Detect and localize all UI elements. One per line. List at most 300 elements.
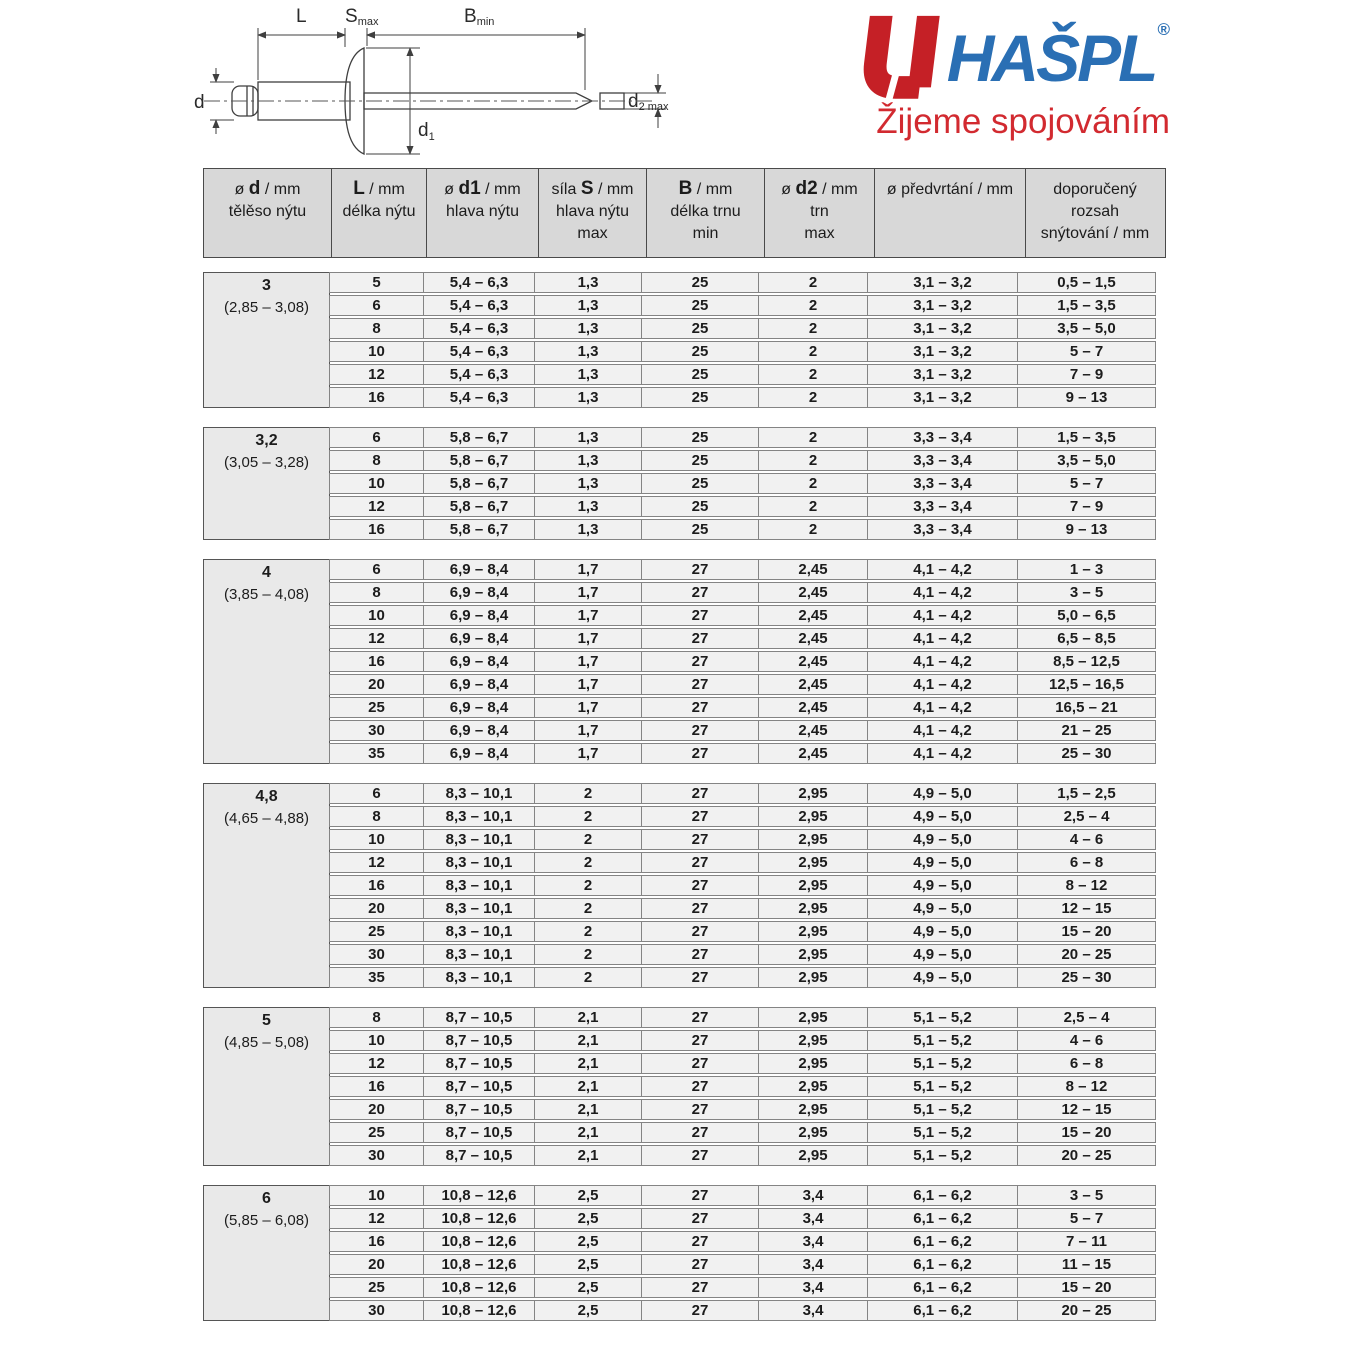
table-cell: 27 bbox=[641, 743, 759, 764]
table-cell: 2 bbox=[534, 944, 642, 965]
table-cell: 1,7 bbox=[534, 674, 642, 695]
table-cell: 27 bbox=[641, 605, 759, 626]
table-row bbox=[329, 519, 1166, 540]
table-cell: 25 bbox=[329, 1122, 424, 1143]
group-size-range: (3,05 – 3,28) bbox=[223, 454, 310, 471]
table-cell: 2,95 bbox=[758, 1053, 868, 1074]
table-cell: 10,8 – 12,6 bbox=[423, 1208, 535, 1229]
table-cell: 27 bbox=[641, 921, 759, 942]
dim-d2-label: d2 max bbox=[628, 91, 669, 113]
table-cell: 8,7 – 10,5 bbox=[423, 1007, 535, 1028]
table-row bbox=[329, 387, 1166, 408]
table-cell: 30 bbox=[329, 1300, 424, 1321]
table-cell: 4,1 – 4,2 bbox=[867, 674, 1018, 695]
table-cell: 4,1 – 4,2 bbox=[867, 628, 1018, 649]
table-cell: 8 bbox=[329, 806, 424, 827]
table-row bbox=[329, 1076, 1166, 1097]
table-cell: 2,45 bbox=[758, 582, 868, 603]
table-cell: 7 – 11 bbox=[1017, 1231, 1156, 1252]
table-row bbox=[329, 783, 1166, 804]
group-size-range: (3,85 – 4,08) bbox=[223, 586, 310, 603]
table-cell: 5,1 – 5,2 bbox=[867, 1007, 1018, 1028]
table-cell: 27 bbox=[641, 1007, 759, 1028]
table-cell: 3,4 bbox=[758, 1231, 868, 1252]
table-cell: 12 bbox=[329, 1208, 424, 1229]
table-cell: 11 – 15 bbox=[1017, 1254, 1156, 1275]
group-size: 4 bbox=[262, 564, 271, 581]
table-cell: 27 bbox=[641, 582, 759, 603]
table-cell: 3,1 – 3,2 bbox=[867, 318, 1018, 339]
table-cell: 1,5 – 2,5 bbox=[1017, 783, 1156, 804]
dim-L-label: L bbox=[296, 6, 307, 27]
table-cell: 5,8 – 6,7 bbox=[423, 450, 535, 471]
table-cell: 8,3 – 10,1 bbox=[423, 806, 535, 827]
table-cell: 2 bbox=[758, 318, 868, 339]
table-cell: 2 bbox=[534, 829, 642, 850]
table-cell: 30 bbox=[329, 720, 424, 741]
table-cell: 25 bbox=[329, 1277, 424, 1298]
table-cell: 4,9 – 5,0 bbox=[867, 967, 1018, 988]
logo-mark-icon bbox=[845, 12, 941, 100]
size-group bbox=[203, 1185, 1166, 1321]
table-cell: 3,3 – 3,4 bbox=[867, 496, 1018, 517]
table-row bbox=[329, 1300, 1166, 1321]
header-grip-range: doporučený rozsah snýtování / mm bbox=[1025, 169, 1164, 257]
table-cell: 4,1 – 4,2 bbox=[867, 605, 1018, 626]
table-cell: 10 bbox=[329, 1030, 424, 1051]
table-cell: 10 bbox=[329, 605, 424, 626]
table-cell: 12 bbox=[329, 496, 424, 517]
table-cell: 2 bbox=[758, 519, 868, 540]
table-cell: 3,1 – 3,2 bbox=[867, 341, 1018, 362]
table-cell: 2 bbox=[534, 898, 642, 919]
table-cell: 6 bbox=[329, 295, 424, 316]
table-cell: 8,3 – 10,1 bbox=[423, 875, 535, 896]
table-cell: 3 – 5 bbox=[1017, 1185, 1156, 1206]
table-row bbox=[329, 605, 1166, 626]
table-row bbox=[329, 1007, 1166, 1028]
table-cell: 2 bbox=[758, 473, 868, 494]
table-cell: 10,8 – 12,6 bbox=[423, 1254, 535, 1275]
table-cell: 12 bbox=[329, 1053, 424, 1074]
table-cell: 20 – 25 bbox=[1017, 1300, 1156, 1321]
table-cell: 2,45 bbox=[758, 720, 868, 741]
table-cell: 25 bbox=[641, 364, 759, 385]
table-cell: 8 – 12 bbox=[1017, 875, 1156, 896]
table-row bbox=[329, 829, 1166, 850]
table-cell: 27 bbox=[641, 1030, 759, 1051]
size-group bbox=[203, 427, 1166, 540]
table-cell: 8 bbox=[329, 450, 424, 471]
table-cell: 27 bbox=[641, 697, 759, 718]
table-cell: 6 bbox=[329, 783, 424, 804]
table-row bbox=[329, 1053, 1166, 1074]
table-cell: 25 – 30 bbox=[1017, 967, 1156, 988]
table-cell: 27 bbox=[641, 875, 759, 896]
table-cell: 25 bbox=[641, 295, 759, 316]
size-group bbox=[203, 783, 1166, 988]
header-head-thickness: síla S / mm hlava nýtu max bbox=[538, 169, 646, 257]
table-row bbox=[329, 559, 1166, 580]
table-cell: 16 bbox=[329, 387, 424, 408]
table-cell: 5 – 7 bbox=[1017, 473, 1156, 494]
table-cell: 10,8 – 12,6 bbox=[423, 1185, 535, 1206]
table-cell: 3,3 – 3,4 bbox=[867, 519, 1018, 540]
header-mandrel-diameter: ø d2 / mm trn max bbox=[764, 169, 874, 257]
table-cell: 4,1 – 4,2 bbox=[867, 582, 1018, 603]
table-cell: 27 bbox=[641, 852, 759, 873]
table-row bbox=[329, 1208, 1166, 1229]
table-cell: 5,1 – 5,2 bbox=[867, 1122, 1018, 1143]
table-cell: 1,3 bbox=[534, 341, 642, 362]
table-cell: 27 bbox=[641, 674, 759, 695]
table-cell: 2,95 bbox=[758, 1099, 868, 1120]
table-cell: 5,1 – 5,2 bbox=[867, 1145, 1018, 1166]
table-cell: 5,4 – 6,3 bbox=[423, 341, 535, 362]
table-cell: 3,4 bbox=[758, 1277, 868, 1298]
table-cell: 6,9 – 8,4 bbox=[423, 605, 535, 626]
table-cell: 2 bbox=[758, 387, 868, 408]
table-cell: 2,95 bbox=[758, 1030, 868, 1051]
table-cell: 6 – 8 bbox=[1017, 1053, 1156, 1074]
table-cell: 2,95 bbox=[758, 852, 868, 873]
table-row bbox=[329, 272, 1166, 293]
table-row bbox=[329, 427, 1166, 448]
table-cell: 6,9 – 8,4 bbox=[423, 559, 535, 580]
table-cell: 1,3 bbox=[534, 272, 642, 293]
table-row bbox=[329, 806, 1166, 827]
table-cell: 5,8 – 6,7 bbox=[423, 519, 535, 540]
table-cell: 8 bbox=[329, 318, 424, 339]
group-size: 6 bbox=[262, 1190, 271, 1207]
table-cell: 20 bbox=[329, 674, 424, 695]
group-size: 4,8 bbox=[255, 788, 278, 805]
table-cell: 9 – 13 bbox=[1017, 387, 1156, 408]
table-row bbox=[329, 720, 1166, 741]
table-cell: 2,95 bbox=[758, 783, 868, 804]
table-cell: 27 bbox=[641, 1277, 759, 1298]
table-row bbox=[329, 496, 1166, 517]
table-cell: 5,4 – 6,3 bbox=[423, 272, 535, 293]
table-cell: 27 bbox=[641, 829, 759, 850]
table-row bbox=[329, 944, 1166, 965]
table-cell: 1,7 bbox=[534, 720, 642, 741]
table-cell: 6,9 – 8,4 bbox=[423, 697, 535, 718]
table-cell: 4 – 6 bbox=[1017, 1030, 1156, 1051]
table-cell: 1,7 bbox=[534, 651, 642, 672]
table-cell: 2,5 bbox=[534, 1231, 642, 1252]
table-cell: 35 bbox=[329, 967, 424, 988]
table-cell: 30 bbox=[329, 1145, 424, 1166]
table-cell: 5,1 – 5,2 bbox=[867, 1053, 1018, 1074]
dim-d-label: d bbox=[194, 92, 205, 113]
table-cell: 10,8 – 12,6 bbox=[423, 1231, 535, 1252]
table-row bbox=[329, 852, 1166, 873]
table-cell: 2 bbox=[534, 806, 642, 827]
table-cell: 27 bbox=[641, 559, 759, 580]
table-cell: 6,1 – 6,2 bbox=[867, 1300, 1018, 1321]
group-size-range: (2,85 – 3,08) bbox=[223, 299, 310, 316]
table-cell: 3,1 – 3,2 bbox=[867, 364, 1018, 385]
table-cell: 27 bbox=[641, 1231, 759, 1252]
table-row bbox=[329, 582, 1166, 603]
table-cell: 27 bbox=[641, 1099, 759, 1120]
table-cell: 2,5 bbox=[534, 1208, 642, 1229]
table-cell: 27 bbox=[641, 1053, 759, 1074]
table-cell: 2,5 bbox=[534, 1254, 642, 1275]
table-cell: 2,95 bbox=[758, 1076, 868, 1097]
table-cell: 16 bbox=[329, 651, 424, 672]
table-cell: 2 bbox=[758, 450, 868, 471]
table-row bbox=[329, 921, 1166, 942]
table-body bbox=[203, 272, 1166, 1321]
table-cell: 27 bbox=[641, 651, 759, 672]
table-cell: 2,1 bbox=[534, 1076, 642, 1097]
group-label bbox=[203, 783, 330, 988]
table-cell: 2,95 bbox=[758, 829, 868, 850]
header-length: L / mm délka nýtu bbox=[331, 169, 426, 257]
table-cell: 20 bbox=[329, 1099, 424, 1120]
table-cell: 27 bbox=[641, 1254, 759, 1275]
table-cell: 2 bbox=[534, 783, 642, 804]
table-cell: 2,5 – 4 bbox=[1017, 1007, 1156, 1028]
table-cell: 6,1 – 6,2 bbox=[867, 1277, 1018, 1298]
table-cell: 5,1 – 5,2 bbox=[867, 1099, 1018, 1120]
table-cell: 2,5 bbox=[534, 1300, 642, 1321]
table-cell: 5,0 – 6,5 bbox=[1017, 605, 1156, 626]
table-cell: 4,1 – 4,2 bbox=[867, 559, 1018, 580]
table-cell: 1,5 – 3,5 bbox=[1017, 427, 1156, 448]
table-cell: 2,1 bbox=[534, 1030, 642, 1051]
table-cell: 3,4 bbox=[758, 1208, 868, 1229]
table-cell: 2,95 bbox=[758, 1007, 868, 1028]
table-cell: 6,9 – 8,4 bbox=[423, 651, 535, 672]
table-cell: 25 bbox=[641, 473, 759, 494]
table-cell: 4,9 – 5,0 bbox=[867, 806, 1018, 827]
table-row bbox=[329, 318, 1166, 339]
group-label bbox=[203, 559, 330, 764]
table-cell: 2,45 bbox=[758, 697, 868, 718]
group-size: 3,2 bbox=[255, 432, 278, 449]
group-label bbox=[203, 1185, 330, 1321]
table-cell: 8 – 12 bbox=[1017, 1076, 1156, 1097]
table-row bbox=[329, 674, 1166, 695]
table-cell: 21 – 25 bbox=[1017, 720, 1156, 741]
table-cell: 20 bbox=[329, 1254, 424, 1275]
table-row bbox=[329, 1254, 1166, 1275]
table-cell: 6,1 – 6,2 bbox=[867, 1208, 1018, 1229]
table-cell: 1,3 bbox=[534, 519, 642, 540]
table-cell: 4,9 – 5,0 bbox=[867, 944, 1018, 965]
table-cell: 6,9 – 8,4 bbox=[423, 743, 535, 764]
table-cell: 3,4 bbox=[758, 1254, 868, 1275]
table-cell: 3,5 – 5,0 bbox=[1017, 318, 1156, 339]
group-size-range: (5,85 – 6,08) bbox=[223, 1212, 310, 1229]
table-cell: 6,9 – 8,4 bbox=[423, 582, 535, 603]
table-row bbox=[329, 697, 1166, 718]
table-cell: 2,95 bbox=[758, 1145, 868, 1166]
table-cell: 2 bbox=[758, 427, 868, 448]
table-cell: 16 bbox=[329, 875, 424, 896]
table-cell: 27 bbox=[641, 806, 759, 827]
table-cell: 2 bbox=[534, 921, 642, 942]
table-cell: 2,5 – 4 bbox=[1017, 806, 1156, 827]
table-cell: 7 – 9 bbox=[1017, 496, 1156, 517]
table-cell: 2,95 bbox=[758, 967, 868, 988]
table-cell: 3 – 5 bbox=[1017, 582, 1156, 603]
table-cell: 27 bbox=[641, 1185, 759, 1206]
dim-S-label: Smax bbox=[345, 6, 379, 28]
table-cell: 6,1 – 6,2 bbox=[867, 1231, 1018, 1252]
table-cell: 8,7 – 10,5 bbox=[423, 1122, 535, 1143]
table-cell: 2,95 bbox=[758, 921, 868, 942]
table-cell: 2,1 bbox=[534, 1099, 642, 1120]
table-cell: 15 – 20 bbox=[1017, 1122, 1156, 1143]
table-cell: 6,1 – 6,2 bbox=[867, 1254, 1018, 1275]
table-cell: 1,3 bbox=[534, 318, 642, 339]
table-cell: 27 bbox=[641, 967, 759, 988]
table-cell: 8,3 – 10,1 bbox=[423, 783, 535, 804]
table-cell: 6,1 – 6,2 bbox=[867, 1185, 1018, 1206]
table-cell: 6 bbox=[329, 427, 424, 448]
dim-d1-label: $d_1$ bbox=[418, 120, 435, 143]
table-cell: 3,1 – 3,2 bbox=[867, 387, 1018, 408]
table-cell: 4,1 – 4,2 bbox=[867, 743, 1018, 764]
logo-tagline: Žijeme spojováním bbox=[876, 102, 1170, 141]
size-group bbox=[203, 1007, 1166, 1166]
table-cell: 25 bbox=[641, 272, 759, 293]
table-cell: 16 bbox=[329, 1076, 424, 1097]
table-cell: 5,4 – 6,3 bbox=[423, 387, 535, 408]
dim-B-label: Bmin bbox=[464, 6, 495, 28]
table-cell: 2,1 bbox=[534, 1007, 642, 1028]
table-cell: 7 – 9 bbox=[1017, 364, 1156, 385]
table-cell: 4,1 – 4,2 bbox=[867, 651, 1018, 672]
table-cell: 8,3 – 10,1 bbox=[423, 944, 535, 965]
table-cell: 2,45 bbox=[758, 674, 868, 695]
table-cell: 16,5 – 21 bbox=[1017, 697, 1156, 718]
table-cell: 3,5 – 5,0 bbox=[1017, 450, 1156, 471]
table-cell: 25 bbox=[641, 496, 759, 517]
table-cell: 2,45 bbox=[758, 559, 868, 580]
table-cell: 6,5 – 8,5 bbox=[1017, 628, 1156, 649]
table-cell: 5,8 – 6,7 bbox=[423, 473, 535, 494]
table-cell: 10,8 – 12,6 bbox=[423, 1300, 535, 1321]
table-row bbox=[329, 1231, 1166, 1252]
table-cell: 20 – 25 bbox=[1017, 1145, 1156, 1166]
table-cell: 6,9 – 8,4 bbox=[423, 720, 535, 741]
table-cell: 5,4 – 6,3 bbox=[423, 318, 535, 339]
table-cell: 5 bbox=[329, 272, 424, 293]
table-cell: 10 bbox=[329, 829, 424, 850]
table-cell: 4 – 6 bbox=[1017, 829, 1156, 850]
table-cell: 3,4 bbox=[758, 1185, 868, 1206]
table-cell: 6 – 8 bbox=[1017, 852, 1156, 873]
table-cell: 5,1 – 5,2 bbox=[867, 1076, 1018, 1097]
group-size: 5 bbox=[262, 1012, 271, 1029]
table-cell: 1,5 – 3,5 bbox=[1017, 295, 1156, 316]
size-group bbox=[203, 272, 1166, 408]
table-cell: 27 bbox=[641, 1122, 759, 1143]
table-cell: 12 bbox=[329, 852, 424, 873]
table-cell: 2,95 bbox=[758, 875, 868, 896]
table-cell: 2 bbox=[758, 496, 868, 517]
group-size-range: (4,65 – 4,88) bbox=[223, 810, 310, 827]
group-size-range: (4,85 – 5,08) bbox=[223, 1034, 310, 1051]
table-cell: 3,3 – 3,4 bbox=[867, 427, 1018, 448]
table-cell: 10,8 – 12,6 bbox=[423, 1277, 535, 1298]
table-cell: 27 bbox=[641, 1300, 759, 1321]
table-cell: 10 bbox=[329, 1185, 424, 1206]
table-cell: 8,7 – 10,5 bbox=[423, 1076, 535, 1097]
table-cell: 4,9 – 5,0 bbox=[867, 921, 1018, 942]
table-row bbox=[329, 1277, 1166, 1298]
table-cell: 4,9 – 5,0 bbox=[867, 898, 1018, 919]
rivet-spec-table bbox=[203, 168, 1166, 1340]
table-cell: 25 – 30 bbox=[1017, 743, 1156, 764]
table-cell: 1,3 bbox=[534, 450, 642, 471]
table-row bbox=[329, 1030, 1166, 1051]
table-cell: 9 – 13 bbox=[1017, 519, 1156, 540]
table-row bbox=[329, 967, 1166, 988]
table-row bbox=[329, 875, 1166, 896]
table-cell: 2,45 bbox=[758, 628, 868, 649]
table-cell: 0,5 – 1,5 bbox=[1017, 272, 1156, 293]
table-row bbox=[329, 1122, 1166, 1143]
table-cell: 35 bbox=[329, 743, 424, 764]
table-cell: 3,4 bbox=[758, 1300, 868, 1321]
header-body-diameter: ø d / mm tělěso nýtu bbox=[228, 178, 307, 220]
table-cell: 27 bbox=[641, 783, 759, 804]
table-cell: 5 – 7 bbox=[1017, 1208, 1156, 1229]
table-cell: 16 bbox=[329, 519, 424, 540]
table-cell: 2,5 bbox=[534, 1185, 642, 1206]
table-row bbox=[329, 341, 1166, 362]
group-label bbox=[203, 272, 330, 408]
table-cell: 8,5 – 12,5 bbox=[1017, 651, 1156, 672]
haspl-logo bbox=[798, 12, 1170, 142]
table-cell: 3,3 – 3,4 bbox=[867, 450, 1018, 471]
table-cell: 1,3 bbox=[534, 387, 642, 408]
table-cell: 20 – 25 bbox=[1017, 944, 1156, 965]
table-cell: 2,45 bbox=[758, 743, 868, 764]
table-cell: 15 – 20 bbox=[1017, 1277, 1156, 1298]
table-cell: 6,9 – 8,4 bbox=[423, 628, 535, 649]
brand-name: HAŠPL bbox=[946, 21, 1156, 95]
table-row bbox=[329, 295, 1166, 316]
table-cell: 25 bbox=[641, 341, 759, 362]
table-cell: 8,3 – 10,1 bbox=[423, 852, 535, 873]
table-cell: 27 bbox=[641, 628, 759, 649]
table-cell: 4,1 – 4,2 bbox=[867, 697, 1018, 718]
header-predrill: ø předvrtání / mm bbox=[874, 169, 1025, 257]
table-cell: 2,1 bbox=[534, 1053, 642, 1074]
rivet-diagram bbox=[188, 2, 672, 162]
table-cell: 5,8 – 6,7 bbox=[423, 496, 535, 517]
table-cell: 25 bbox=[641, 427, 759, 448]
group-label bbox=[203, 427, 330, 540]
table-cell: 20 bbox=[329, 898, 424, 919]
table-cell: 1,7 bbox=[534, 582, 642, 603]
table-cell: 27 bbox=[641, 720, 759, 741]
table-cell: 25 bbox=[329, 921, 424, 942]
table-cell: 1,3 bbox=[534, 473, 642, 494]
table-cell: 2,1 bbox=[534, 1145, 642, 1166]
table-cell: 12 – 15 bbox=[1017, 1099, 1156, 1120]
table-cell: 8,3 – 10,1 bbox=[423, 829, 535, 850]
table-cell: 27 bbox=[641, 1145, 759, 1166]
table-cell: 1,3 bbox=[534, 427, 642, 448]
